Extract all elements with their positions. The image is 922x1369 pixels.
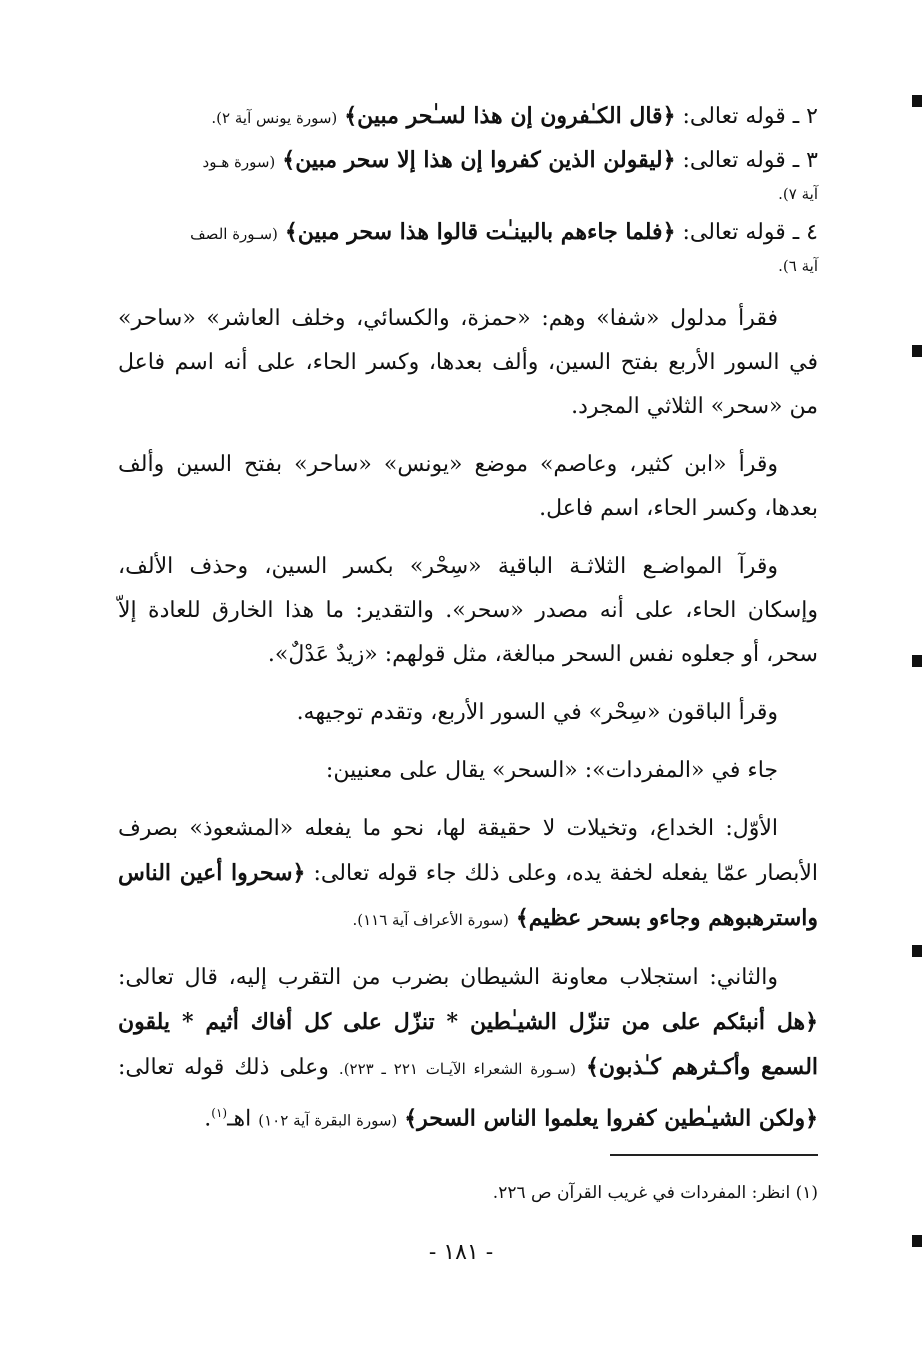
quran-quote: ﴿ليقولن الذين كفروا إن هذا إلا سحر مبين﴾ — [282, 147, 676, 173]
scan-edge-mark — [912, 655, 922, 667]
verse-line-3 — [118, 139, 818, 183]
surah-reference-continued: آية ٧). — [778, 185, 818, 203]
second-meaning-link: وعلى ذلك قوله تعالى: — [118, 1055, 329, 1080]
paragraph-others: وقرأ الباقون «سِحْر» في السور الأربع، وتقدم توجيهه. — [296, 700, 778, 725]
paragraph-ibn-kathir: وقرأ «ابن كثير، وعاصم» موضع «يونس» «ساحر» بفتح السين وألف بعدها، وكسر الحاء، اسم فاعل. — [118, 452, 818, 521]
page-number: - ١٨١ - — [428, 1240, 494, 1265]
verse-line-4 — [118, 211, 818, 255]
scan-edge-mark — [912, 95, 922, 107]
quran-quote: ﴿فلما جاءهم بالبينـٰت قالوا هذا سحر مبين﴾ — [284, 219, 676, 245]
surah-reference-continued: آية ٦). — [778, 257, 818, 275]
surah-reference: (سـورة الصف — [190, 225, 278, 243]
verse-intro: ٣ ـ قوله تعالى: — [682, 148, 818, 173]
verse-line-2 — [118, 95, 818, 139]
verse-intro: ٤ ـ قوله تعالى: — [682, 220, 818, 245]
surah-reference: (سورة البقرة آية ١٠٢) — [258, 1111, 398, 1130]
footnote-divider — [610, 1154, 818, 1156]
quran-quote: ﴿هل أنبئكم على من تنزّل الشيـٰطين * تنزّل على كل أفاك أثيم * يلقون السمع وأكـثرهم كـٰذبون﴾ — [118, 1009, 819, 1080]
surah-reference: (سـورة الشعراء الآيـات ٢٢١ ـ ٢٢٣). — [338, 1060, 576, 1078]
footnote: (١) انظر: المفردات في غريب القرآن ص ٢٢٦. — [492, 1183, 818, 1203]
first-meaning-text: الأوّل: الخداع، وتخيلات لا حقيقة لها، نحو ما يفعله «المشعوذ» بصرف الأبصار عمّا يفعله لخفة يده، وعلى ذلك جاء قوله تعالى: — [118, 816, 818, 886]
scan-edge-mark — [912, 1235, 922, 1247]
quran-quote: ﴿سحروا أعين الناس واسترهبوهم وجاءو بسحر عظيم﴾ — [118, 860, 818, 931]
quran-quote: ﴿ولكن الشيـٰطين كفروا يعلموا الناس السحر﴾ — [404, 1105, 818, 1132]
scan-edge-mark — [912, 345, 922, 357]
paragraph-remaining: وقرآ المواضـع الثلاثـة الباقية «سِحْر» بكسر السين، وحذف الألف، وإسكان الحاء، على أنه مصدر «سحر». والتقدير: ما هذا الخارق للعادة إلاّ سحر، أو جعلوه نفس السحر مبالغة، مثل قولهم: «زيدٌ عَدْلٌ». — [118, 554, 818, 667]
footnote-marker: (١) — [211, 1106, 228, 1120]
surah-reference: (سورة الأعراف آية ١١٦). — [352, 911, 509, 929]
paragraph-shafa: فقرأ مدلول «شفا» وهم: «حمزة، والكسائي، وخلف العاشر» «ساحر» في السور الأربع بفتح السين، وألف بعدها، وكسر الحاء، على أنه اسم فاعل من «سحر» الثلاثي المجرد. — [118, 306, 818, 419]
verse-intro: ٢ ـ قوله تعالى: — [682, 104, 818, 129]
paragraph-mufradat: جاء في «المفردات»: «السحر» يقال على معنيين: — [325, 758, 778, 783]
quran-quote: ﴿قال الكـٰفرون إن هذا لسـٰحر مبين﴾ — [344, 103, 676, 129]
surah-reference: (سورة يونس آية ٢). — [211, 109, 338, 127]
end-marker: اهـ — [227, 1106, 252, 1132]
scan-edge-mark — [912, 945, 922, 957]
paragraph-second-meaning: والثاني: استجلاب معاونة الشيطان بضرب من التقرب إليه، قال تعالى: ﴿هل أنبئكم على من تنزّل الشيـٰطين * تنزّل على كل أفاك أثيم * يلقون السمع وأكـثرهم كـٰذبون﴾ (سـورة الشعراء الآيـات ٢٢١ ـ ٢٢٣). وعلى ذلك قوله تعالى: ﴿ولكن الشيـٰطين كفروا يعلموا الناس السحر﴾ (سورة البقرة آية ١٠٢) اهـ$^{(١)}$. — [118, 965, 819, 1132]
second-meaning-text: والثاني: استجلاب معاونة الشيطان بضرب من التقرب إليه، قال تعالى: — [118, 965, 778, 990]
paragraph-first-meaning — [118, 807, 818, 942]
page-body — [118, 95, 818, 1142]
surah-reference: (سورة هـود — [202, 153, 276, 171]
